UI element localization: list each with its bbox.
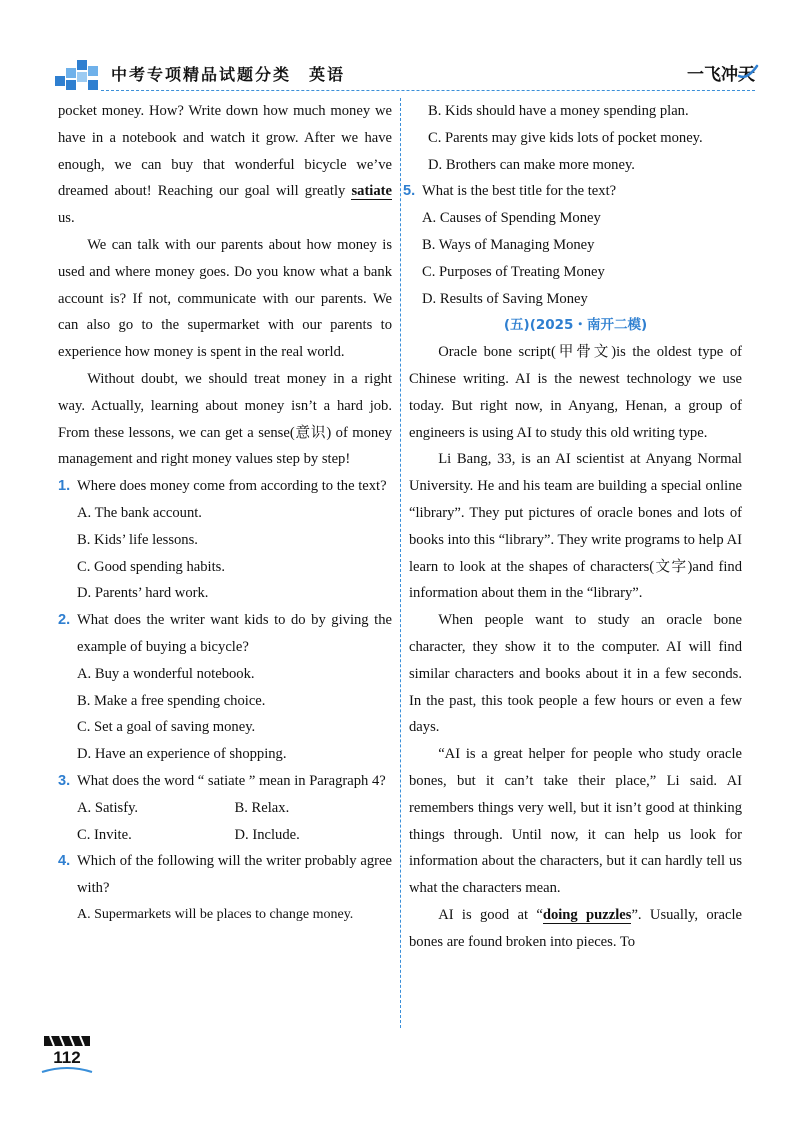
option: A. The bank account. [77,504,202,521]
question-stem: Where does money come from according to the text? [77,478,387,495]
book-series-title [111,62,345,85]
header-rule [101,90,755,91]
passage-paragraph: When people want to study an oracle bone character, they show it to the computer. AI will find similar characters and books about it in a few seconds. In the past, this took people a few hours or even a few days. [409,612,742,736]
option: C. Parents may give kids lots of pocket money. [428,129,703,146]
subject-label: 英语 [309,65,346,84]
question-stem: What does the writer want kids to do by giving the example of buying a bicycle? [77,612,392,655]
passage-paragraph: “AI is a great helper for people who study oracle bones, but it can’t take their place,” Li said. AI remembers things very well, but it isn’t good at thinking things through. Until now, it can help us look for information about the characters, but it can hardly tell us what the characters mean. [409,746,742,897]
left-column [58,98,392,929]
right-column [403,98,742,956]
page-number-badge [40,1034,94,1074]
question-stem: Which of the following will the writer probably agree with? [77,853,392,897]
swoosh-icon [737,60,759,82]
question-number: 2. [58,612,71,629]
option: B. Kids should have a money spending plan. [428,103,689,119]
passage-paragraph [409,902,742,956]
option: C. Good spending habits. [77,558,225,575]
column-divider [400,98,401,1028]
brand-text: 一飞冲天 [687,65,755,85]
option: B. Kids’ life lessons. [77,531,198,548]
series-title-text: 中考专项精品试题分类 [111,65,292,84]
page-header [55,56,755,96]
question-5 [403,178,742,312]
passage-paragraph [58,98,392,232]
keyword-satiate: satiate [351,183,392,200]
option: A. Supermarkets will be places to change money. [77,906,354,922]
option: D. Parents’ hard work. [77,585,209,602]
option: D. Brothers can make more money. [428,156,635,173]
option: C. Set a goal of saving money. [77,719,256,736]
option: A. Causes of Spending Money [422,210,601,227]
option: A. Buy a wonderful notebook. [77,665,255,682]
option: C. Invite. [77,826,132,843]
option: A. Satisfy. [77,799,139,816]
passage-paragraph: Li Bang, 33, is an AI scientist at Anyang Normal University. He and his team are building a special online “library”. They put pictures of oracle bones and lots of books into this “library”. They write programs to help AI learn to look at the shapes of characters(文字)and find information about them in the “library”. [409,451,742,602]
question-1 [58,473,392,607]
question-2 [58,607,392,768]
option: D. Results of Saving Money [422,290,588,307]
option: D. Include. [234,826,300,843]
question-3 [58,768,392,848]
passage-paragraph: Oracle bone script(甲骨文)is the oldest type of Chinese writing. AI is the newest technology we use today. But right now, in Anyang, Henan, a group of engineers is using AI to study this old writing type. [409,344,742,441]
page-number: 112 [53,1048,81,1067]
option: C. Purposes of Treating Money [422,263,605,280]
paragraph-tail: us. [58,210,75,227]
option: D. Have an experience of shopping. [77,746,287,763]
paragraph-tail: ”. Usually, oracle bones are found broken into pieces. To [409,906,742,950]
option: B. Make a free spending choice. [77,692,266,709]
passage-paragraph: We can talk with our parents about how money is used and where money goes. Do you know what a bank account is? If not, communicate with our parents. We can also go to the supermarket with our parents to experience how money is spent in the real world. [58,236,392,361]
paragraph-text: pocket money. How? Write down how much money we have in a notebook and watch it grow. After we have enough, we can buy that wonderful bicycle we’ve dreamed about! Reaching our goal will greatly [58,103,392,200]
paragraph-text: AI is good at “ [438,906,543,923]
question-number: 5. [403,183,416,200]
question-number: 4. [58,853,71,870]
question-number: 3. [58,772,71,789]
question-number: 1. [58,478,71,495]
question-stem: What does the word “ satiate ” mean in Paragraph 4? [77,772,386,789]
section-title: (五)(2025・南开二模) [503,317,648,334]
passage-paragraph: Without doubt, we should treat money in a right way. Actually, learning about money isn’t a hard job. From these lessons, we can get a sense(意识) of money management and right money values step by step! [58,370,392,468]
option: B. Relax. [234,799,290,816]
option: B. Ways of Managing Money [422,236,595,253]
question-stem: What is the best title for the text? [422,183,617,200]
checker-logo-icon [55,60,101,92]
keyword-doing-puzzles: doing puzzles [542,906,632,923]
question-4 [58,848,392,928]
